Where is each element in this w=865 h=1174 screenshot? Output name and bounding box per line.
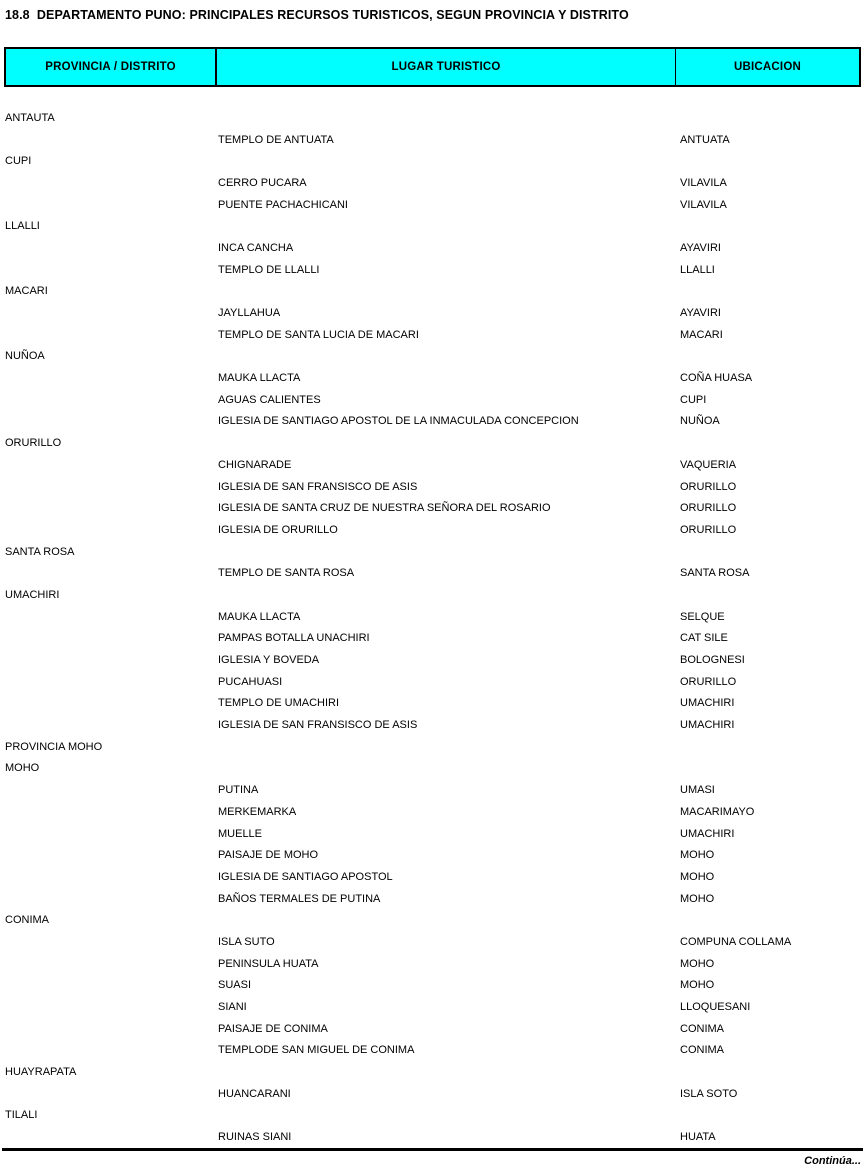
resource-row	[0, 888, 865, 910]
resource-row	[0, 367, 865, 389]
resource-row	[0, 237, 865, 259]
resource-row	[0, 129, 865, 151]
province-district-label: MACARI	[5, 285, 48, 298]
lugar-turistico-value: TEMPLO DE SANTA ROSA	[218, 567, 355, 580]
ubicacion-value: SELQUE	[680, 610, 725, 623]
resource-row	[0, 953, 865, 975]
lugar-turistico-value: SIANI	[218, 1001, 247, 1014]
province-district-row	[0, 150, 865, 172]
province-district-label: MOHO	[5, 762, 40, 775]
resource-row	[0, 844, 865, 866]
resource-row	[0, 996, 865, 1018]
resource-row	[0, 866, 865, 888]
resource-row	[0, 693, 865, 715]
province-district-row	[0, 736, 865, 758]
lugar-turistico-value: IGLESIA Y BOVEDA	[218, 654, 320, 667]
resource-row	[0, 975, 865, 997]
province-district-label: LLALLI	[5, 220, 40, 233]
ubicacion-value: CAT SILE	[680, 632, 728, 645]
resource-row	[0, 779, 865, 801]
table-bottom-rule	[2, 1148, 863, 1151]
lugar-turistico-value: TEMPLODE SAN MIGUEL DE CONIMA	[218, 1044, 415, 1057]
resource-row	[0, 714, 865, 736]
province-district-row	[0, 1105, 865, 1127]
ubicacion-value: MACARI	[680, 328, 723, 341]
resource-row	[0, 324, 865, 346]
province-district-row	[0, 281, 865, 303]
resource-row	[0, 411, 865, 433]
province-district-label: PROVINCIA MOHO	[5, 740, 103, 753]
lugar-turistico-value: SUASI	[218, 979, 252, 992]
table-header	[4, 47, 861, 87]
lugar-turistico-value: IGLESIA DE SANTIAGO APOSTOL DE LA INMACULADA CONCEPCION	[218, 415, 579, 428]
province-district-label: TILALI	[5, 1109, 38, 1122]
ubicacion-value: MOHO	[680, 957, 715, 970]
ubicacion-value: LLALLI	[680, 263, 715, 276]
ubicacion-value: MOHO	[680, 849, 715, 862]
province-district-row	[0, 1061, 865, 1083]
ubicacion-value: ORURILLO	[680, 675, 737, 688]
resource-row	[0, 389, 865, 411]
province-district-label: UMACHIRI	[5, 588, 60, 601]
resource-row	[0, 519, 865, 541]
lugar-turistico-value: PUCAHUASI	[218, 675, 283, 688]
lugar-turistico-value: TEMPLO DE SANTA LUCIA DE MACARI	[218, 328, 419, 341]
lugar-turistico-value: IGLESIA DE ORURILLO	[218, 523, 338, 536]
column-header-ubicacion: UBICACION	[734, 61, 801, 73]
ubicacion-value: ISLA SOTO	[680, 1087, 738, 1100]
lugar-turistico-value: ISLA SUTO	[218, 935, 275, 948]
ubicacion-value: UMASI	[680, 784, 715, 797]
province-district-label: ANTAUTA	[5, 111, 55, 124]
lugar-turistico-value: TEMPLO DE ANTUATA	[218, 133, 334, 146]
ubicacion-value: ORURILLO	[680, 523, 737, 536]
province-district-label: CUPI	[5, 155, 32, 168]
resource-row	[0, 497, 865, 519]
ubicacion-value: LLOQUESANI	[680, 1001, 751, 1014]
resource-row	[0, 454, 865, 476]
resource-row	[0, 1126, 865, 1148]
lugar-turistico-value: HUANCARANI	[218, 1087, 291, 1100]
page-title: 18.8 DEPARTAMENTO PUNO: PRINCIPALES RECURSOS TURISTICOS, SEGUN PROVINCIA Y DISTRITO	[5, 8, 629, 22]
lugar-turistico-value: PENINSULA HUATA	[218, 957, 319, 970]
lugar-turistico-value: PUTINA	[218, 784, 259, 797]
province-district-label: HUAYRAPATA	[5, 1066, 77, 1079]
lugar-turistico-value: PAMPAS BOTALLA UNACHIRI	[218, 632, 370, 645]
ubicacion-value: ORURILLO	[680, 502, 737, 515]
lugar-turistico-value: PAISAJE DE MOHO	[218, 849, 319, 862]
ubicacion-value: HUATA	[680, 1131, 716, 1144]
province-district-label: NUÑOA	[5, 350, 45, 363]
resource-row	[0, 649, 865, 671]
resource-row	[0, 259, 865, 281]
province-district-label: CONIMA	[5, 914, 49, 927]
ubicacion-value: UMACHIRI	[680, 827, 735, 840]
lugar-turistico-value: TEMPLO DE UMACHIRI	[218, 697, 340, 710]
resource-row	[0, 671, 865, 693]
lugar-turistico-value: TEMPLO DE LLALLI	[218, 263, 320, 276]
resource-row	[0, 172, 865, 194]
resource-row	[0, 562, 865, 584]
continuation-note: Continúa...	[804, 1155, 861, 1167]
lugar-turistico-value: IGLESIA DE SAN FRANSISCO DE ASIS	[218, 480, 418, 493]
ubicacion-value: MOHO	[680, 892, 715, 905]
ubicacion-value: SANTA ROSA	[680, 567, 750, 580]
resource-row	[0, 1040, 865, 1062]
ubicacion-value: CUPI	[680, 393, 707, 406]
ubicacion-value: VAQUERIA	[680, 458, 737, 471]
province-district-row	[0, 432, 865, 454]
table-body	[0, 107, 865, 1148]
lugar-turistico-value: CERRO PUCARA	[218, 176, 307, 189]
column-header-lugar-turistico: LUGAR TURISTICO	[217, 49, 676, 85]
lugar-turistico-value: AGUAS CALIENTES	[218, 393, 321, 406]
lugar-turistico-value: MAUKA LLACTA	[218, 372, 301, 385]
ubicacion-value: COÑA HUASA	[680, 372, 753, 385]
resource-row	[0, 194, 865, 216]
ubicacion-value: CONIMA	[680, 1044, 724, 1057]
resource-row	[0, 606, 865, 628]
lugar-turistico-value: PAISAJE DE CONIMA	[218, 1022, 328, 1035]
province-district-row	[0, 215, 865, 237]
lugar-turistico-value: INCA CANCHA	[218, 241, 294, 254]
resource-row	[0, 823, 865, 845]
ubicacion-value: BOLOGNESI	[680, 654, 745, 667]
lugar-turistico-value: CHIGNARADE	[218, 458, 292, 471]
lugar-turistico-value: MERKEMARKA	[218, 805, 297, 818]
lugar-turistico-value: IGLESIA DE SANTIAGO APOSTOL	[218, 870, 393, 883]
ubicacion-value: ANTUATA	[680, 133, 730, 146]
resource-row	[0, 1018, 865, 1040]
province-district-row	[0, 584, 865, 606]
resource-row	[0, 801, 865, 823]
resource-row	[0, 476, 865, 498]
province-district-row	[0, 909, 865, 931]
ubicacion-value: COMPUNA COLLAMA	[680, 935, 792, 948]
province-district-label: SANTA ROSA	[5, 545, 75, 558]
ubicacion-value: VILAVILA	[680, 198, 727, 211]
ubicacion-value: UMACHIRI	[680, 697, 735, 710]
resource-row	[0, 931, 865, 953]
column-header-provincia-distrito: PROVINCIA / DISTRITO	[6, 49, 217, 85]
ubicacion-value: ORURILLO	[680, 480, 737, 493]
lugar-turistico-value: RUINAS SIANI	[218, 1131, 292, 1144]
ubicacion-value: MACARIMAYO	[680, 805, 755, 818]
province-district-row	[0, 107, 865, 129]
ubicacion-value: MOHO	[680, 870, 715, 883]
lugar-turistico-value: PUENTE PACHACHICANI	[218, 198, 348, 211]
ubicacion-value: UMACHIRI	[680, 719, 735, 732]
ubicacion-value: MOHO	[680, 979, 715, 992]
province-district-row	[0, 541, 865, 563]
ubicacion-value: AYAVIRI	[680, 307, 721, 320]
province-district-label: ORURILLO	[5, 437, 62, 450]
lugar-turistico-value: IGLESIA DE SAN FRANSISCO DE ASIS	[218, 719, 418, 732]
resource-row	[0, 302, 865, 324]
lugar-turistico-value: MUELLE	[218, 827, 263, 840]
province-district-row	[0, 758, 865, 780]
resource-row	[0, 628, 865, 650]
ubicacion-value: NUÑOA	[680, 415, 720, 428]
ubicacion-value: CONIMA	[680, 1022, 724, 1035]
ubicacion-value: AYAVIRI	[680, 241, 721, 254]
lugar-turistico-value: MAUKA LLACTA	[218, 610, 301, 623]
ubicacion-value: VILAVILA	[680, 176, 727, 189]
province-district-row	[0, 346, 865, 368]
lugar-turistico-value: IGLESIA DE SANTA CRUZ DE NUESTRA SEÑORA DEL ROSARIO	[218, 502, 551, 515]
resource-row	[0, 1083, 865, 1105]
lugar-turistico-value: BAÑOS TERMALES DE PUTINA	[218, 892, 381, 905]
lugar-turistico-value: JAYLLAHUA	[218, 307, 281, 320]
